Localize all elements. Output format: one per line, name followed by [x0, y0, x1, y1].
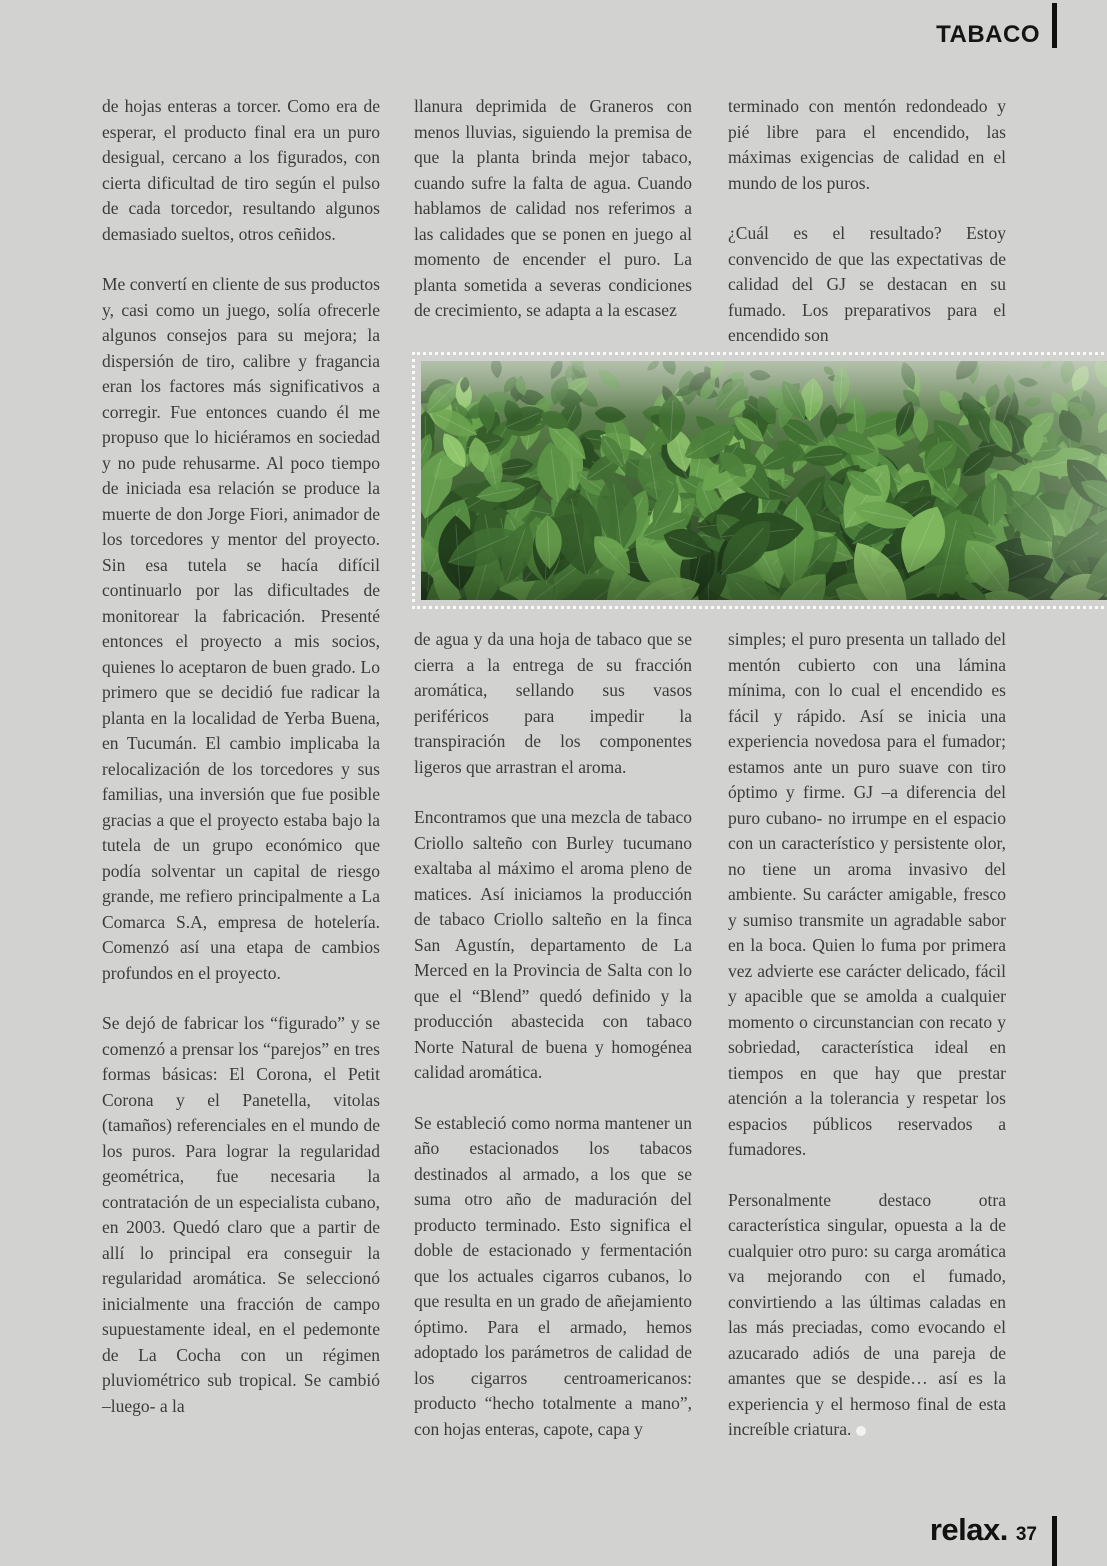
- text-column-1: [102, 94, 380, 1419]
- section-title: TABACO: [936, 21, 1040, 48]
- header-rule: [1052, 3, 1057, 48]
- text-column-3-bottom: [728, 627, 1006, 1443]
- paragraph: ¿Cuál es el resultado? Estoy convencido de que las expectativas de calidad del GJ se destacan en su fumado. Los preparativos para el encendido son: [728, 223, 1006, 345]
- article-end-marker: [856, 1426, 866, 1436]
- footer: [930, 1512, 1037, 1548]
- text-column-2-top: [414, 94, 692, 324]
- paragraph: Encontramos que una mezcla de tabaco Criollo salteño con Burley tucumano exaltaba al máximo el aroma pleno de matices. Así iniciamos la producción de tabaco Criollo salteño en la finca San Agustín, departamento de La Merced en la Provincia de Salta con lo que el “Blend” quedó definido y la producción abastecida con tabaco Norte Natural de buena y homogénea calidad aromática.: [414, 807, 692, 1082]
- tobacco-field-photo: [421, 361, 1107, 600]
- paragraph: Me convertí en cliente de sus productos y, casi como un juego, solía ofrecerle algunos consejos para su mejora; la dispersión de tiro, calibre y fragancia eran los factores más significativos a corregir. Fue entonces cuando él me propuso que lo hiciéramos en sociedad y no pude rehusarme. Al poco tiempo de iniciada esa relación se produce la muerte de don Jorge Fiori, animador de los torcedores y mentor del proyecto. Sin esa tutela se hacía difícil continuarlo por las dificultades de monitorear la fabricación. Presenté entonces el proyecto a mis socios, quienes lo aceptaron de buen grado. Lo primero que se decidió fue radicar la planta en la localidad de Yerba Buena, en Tucumán. El cambio implicaba la relocalización de los torcedores y sus familias, una inversión que fue posible gracias a que el proyecto estaba bajo la tutela de un grupo económico que podía solventar un capital de riesgo grande, me refiero principalmente a La Comarca S.A, empresa de hotelería. Comenzó así una etapa de cambios profundos en el proyecto.: [102, 274, 380, 983]
- paragraph: simples; el puro presenta un tallado del mentón cubierto con una lámina mínima, con lo cual el encendido es fácil y rápido. Así se inicia una experiencia novedosa para el fumador; estamos ante un puro suave con tiro óptimo y firme. GJ –a diferencia del puro cubano- no irrumpe en el espacio con un característico y persistente olor, no tiene un aroma invasivo del ambiente. Su carácter amigable, fresco y sumiso transmite un agradable sabor en la boca. Quien lo fuma por primera vez advierte ese carácter delicado, fácil y apacible que se amolda a cualquier momento o circunstancian con recato y sobriedad, característica ideal en tiempos en que hay que prestar atención a la tolerancia y respetar los espacios públicos reservados a fumadores.: [728, 629, 1006, 1159]
- paragraph: Se dejó de fabricar los “figurado” y se comenzó a prensar los “parejos” en tres formas básicas: El Corona, el Petit Corona y el Panetella, vitolas (tamaños) referenciales en el mundo de los puros. Para lograr la regularidad geométrica, fue necesaria la contratación de un especialista cubano, en 2003. Quedó claro que a partir de allí lo principal era conseguir la regularidad aromática. Se seleccionó inicialmente una fracción de campo supuestamente ideal, en el pedemonte de La Cocha con un régimen pluviométrico sub tropical. Se cambió –luego- a la: [102, 1013, 380, 1416]
- text-column-3-top: [728, 94, 1006, 349]
- paragraph: [728, 1188, 1006, 1443]
- paragraph: de agua y da una hoja de tabaco que se cierra a la entrega de su fracción aromática, sellando sus vasos periféricos para impedir la transpiración de los componentes ligeros que arrastran el aroma.: [414, 629, 692, 777]
- paragraph: llanura deprimida de Graneros con menos lluvias, siguiendo la premisa de que la planta brinda mejor tabaco, cuando sufre la falta de agua. Cuando hablamos de calidad nos referimos a las calidades que se ponen en juego al momento de encender el puro. La planta sometida a severas condiciones de crecimiento, se adapta a la escasez: [414, 96, 692, 320]
- paragraph: terminado con mentón redondeado y pié libre para el encendido, las máximas exigencias de calidad en el mundo de los puros.: [728, 96, 1006, 193]
- magazine-logo: relax.: [929, 1512, 1008, 1547]
- page-number: 37: [1015, 1524, 1037, 1545]
- text-column-2-bottom: [414, 627, 692, 1442]
- paragraph: Se estableció como norma mantener un año estacionados los tabacos destinados al armado, a los que se suma otro año de maduración del producto terminado. Esto significa el doble de estacionado y fermentación que los actuales cigarros cubanos, lo que resulta en un grado de añejamiento óptimo. Para el armado, hemos adoptado los parámetros de calidad de los cigarros centroamericanos: producto “hecho totalmente a mano”, con hojas enteras, capote, capa y: [414, 1112, 692, 1439]
- paragraph: de hojas enteras a torcer. Como era de esperar, el producto final era un puro desigual, cercano a los figurados, con cierta dificultad de tiro según el pulso de cada torcedor, resultando algunos demasiado sueltos, otros ceñidos.: [102, 96, 380, 244]
- footer-rule: [1052, 1516, 1057, 1566]
- photo-frame: [412, 352, 1107, 609]
- paragraph-text: Personalmente destaco otra característica singular, opuesta a la de cualquier otro puro: su carga aromática va mejorando con el fumado, convirtiendo a las últimas caladas en las más preciadas, como evocando el azucarado adiós de una pareja de amantes que se despide… así es la experiencia y el hermoso final de esta increíble criatura.: [728, 1189, 1006, 1439]
